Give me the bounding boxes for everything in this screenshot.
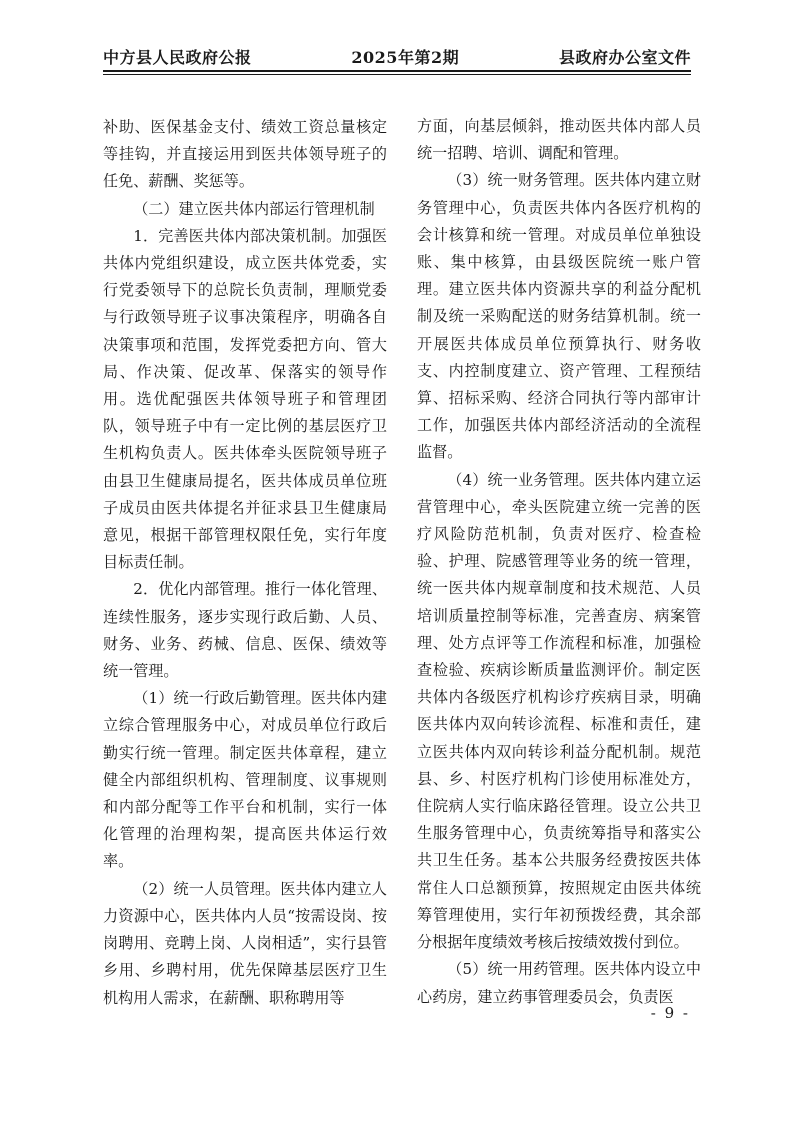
paragraph: （2）统一人员管理。医共体内建立人力资源中心，医共体内人员“按需设岗、按岗聘用、竞聘上岗、人岗相适”，实行县管乡用、乡聘村用，优先保障基层医疗卫生机构用人需求，在薪酬、职称聘用等	[103, 879, 387, 1007]
page-number: - 9 -	[650, 1004, 690, 1022]
header-issue: 2025年第2期	[351, 48, 460, 67]
paragraph: （5）统一用药管理。医共体内设立中心药房，建立药事管理委员会，负责医	[417, 960, 701, 1006]
left-column	[103, 114, 387, 1012]
header-rule-thin	[103, 74, 691, 75]
paragraph: 2．优化内部管理。推行一体化管理、连续性服务，逐步实现行政后勤、人员、财务、业务、药械、信息、医保、绩效等统一管理。	[103, 580, 387, 681]
paragraph: （4）统一业务管理。医共体内建立运营管理中心，牵头医院建立统一完善的医疗风险防范机制，负责对医疗、检查检验、护理、院感管理等业务的统一管理，统一医共体内规章制度和技术规范、人员培训质量控制等标准，完善查房、病案管理、处方点评等工作流程和标准，加强检查检验、疾病诊断质量监测评价。制定医共体内各级医疗机构诊疗疾病目录，明确医共体内双向转诊流程、标准和责任，建立医共体内双向转诊利益分配机制。规范县、乡、村医疗机构门诊使用标准处方，住院病人实行临床路径管理。设立公共卫生服务管理中心，负责统筹指导和落实公共卫生任务。基本公共服务经费按医共体常住人口总额预算，按照规定由医共体统筹管理使用，实行年初预拨经费，其余部分根据年度绩效考核后按绩效拨付到位。	[417, 470, 701, 952]
header-rule-thick	[103, 70, 691, 72]
section-heading: （二）建立医共体内部运行管理机制	[133, 199, 375, 218]
paragraph: 补助、医保基金支付、绩效工资总量核定等挂钩，并直接运用到医共体领导班子的任免、薪酬、奖惩等。	[103, 118, 387, 191]
right-column	[417, 113, 701, 1011]
page-header	[103, 44, 691, 68]
paragraph: （3）统一财务管理。医共体内建立财务管理中心，负责医共体内各医疗机构的会计核算和统一管理。对成员单位单独设账、集中核算，由县级医院统一账户管理。建立医共体内资源共享的利益分配机制及统一采购配送的财务结算机制。统一开展医共体成员单位预算执行、财务收支、内控制度建立、资产管理、工程预结算、招标采购、经济合同执行等内部审计工作，加强医共体内部经济活动的全流程监督。	[417, 171, 701, 462]
paragraph: （1）统一行政后勤管理。医共体内建立综合管理服务中心，对成员单位行政后勤实行统一管理。制定医共体章程，建立健全内部组织机构、管理制度、议事规则和内部分配等工作平台和机制，实行一体化管理的治理构架，提高医共体运行效率。	[103, 689, 387, 871]
header-publication: 中方县人民政府公报	[103, 48, 252, 67]
header-section: 县政府办公室文件	[558, 48, 691, 67]
paragraph: 方面，向基层倾斜，推动医共体内部人员统一招聘、培训、调配和管理。	[417, 117, 701, 163]
paragraph: 1．完善医共体内部决策机制。加强医共体内党组织建设，成立医共体党委，实行党委领导下的总院长负责制，理顺党委与行政领导班子议事决策程序，明确各自决策事项和范围，发挥党委把方向、管大局、作决策、促改革、保落实的领导作用。选优配强医共体领导班子和管理团队，领导班子中有一定比例的基层医疗卫生机构负责人。医共体牵头医院领导班子由县卫生健康局提名，医共体成员单位班子成员由医共体提名并征求县卫生健康局意见，根据干部管理权限任免，实行年度目标责任制。	[103, 226, 387, 572]
